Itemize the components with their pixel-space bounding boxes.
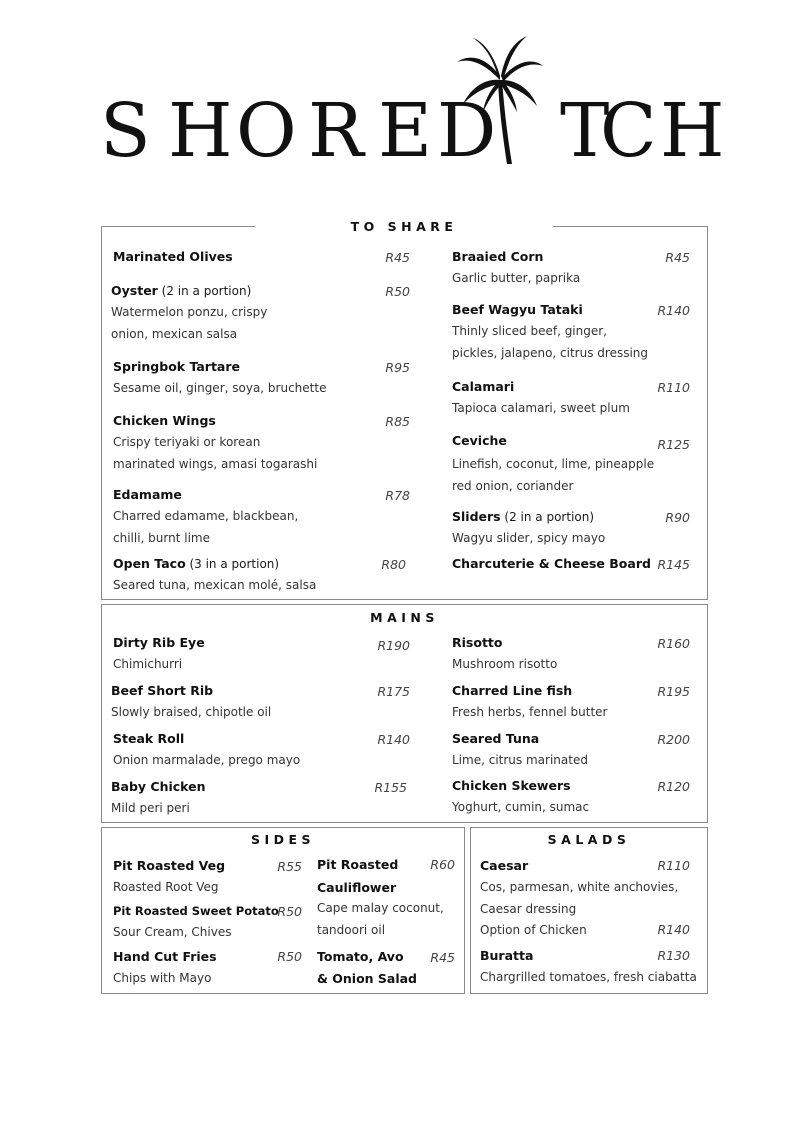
logo-letter: E bbox=[378, 88, 433, 174]
item-price: R78 bbox=[385, 488, 410, 503]
item-name: Chicken Skewers bbox=[452, 778, 571, 793]
item-name: Oyster bbox=[111, 283, 158, 298]
item-description: Watermelon ponzu, crispy bbox=[111, 305, 268, 319]
item-description: Chimichurri bbox=[113, 657, 183, 671]
item-name: Seared Tuna bbox=[452, 731, 540, 746]
item-name: Buratta bbox=[480, 948, 534, 963]
item-price: R45 bbox=[665, 250, 690, 265]
item-name: Marinated Olives bbox=[113, 249, 233, 264]
palm-tree-icon bbox=[455, 36, 543, 168]
item-description: Seared tuna, mexican molé, salsa bbox=[113, 578, 317, 592]
item-description: Sesame oil, ginger, soya, bruchette bbox=[113, 381, 327, 395]
item-price: R130 bbox=[657, 948, 690, 963]
item-description: Chips with Mayo bbox=[113, 971, 212, 985]
item-name: Springbok Tartare bbox=[113, 359, 241, 374]
item-name: Braaied Corn bbox=[452, 249, 544, 264]
item-description: Caesar dressing bbox=[480, 901, 577, 916]
item-name: Open Taco bbox=[113, 556, 186, 571]
item-name: Beef Wagyu Tataki bbox=[452, 302, 583, 317]
item-price: R120 bbox=[657, 779, 690, 794]
logo-letter: H bbox=[168, 88, 233, 174]
item-price: R85 bbox=[385, 414, 410, 429]
item-description: Mushroom risotto bbox=[452, 657, 558, 671]
item-name: Chicken Wings bbox=[113, 413, 216, 428]
item-price: R95 bbox=[385, 360, 410, 375]
item-note: (2 in a portion) bbox=[157, 284, 252, 298]
item-description: Onion marmalade, prego mayo bbox=[113, 753, 301, 767]
item-name: Hand Cut Fries bbox=[113, 949, 217, 964]
item-note: (2 in a portion) bbox=[500, 510, 595, 524]
section-title-salads: SALADS bbox=[547, 832, 631, 847]
item-price: R175 bbox=[377, 684, 410, 699]
item-option: Option of Chicken bbox=[480, 923, 587, 937]
item-price: R110 bbox=[657, 380, 690, 395]
item-price: R80 bbox=[381, 557, 406, 572]
item-description: Lime, citrus marinated bbox=[452, 753, 588, 767]
item-name: & Onion Salad bbox=[317, 971, 418, 986]
item-price: R45 bbox=[430, 950, 455, 965]
item-price: R125 bbox=[657, 437, 690, 452]
item-price: R50 bbox=[277, 949, 302, 964]
item-name: Steak Roll bbox=[113, 731, 185, 746]
item-name: Dirty Rib Eye bbox=[113, 635, 205, 650]
item-price: R195 bbox=[657, 684, 690, 699]
logo-letter: T bbox=[560, 88, 610, 174]
item-name: Pit Roasted Veg bbox=[113, 858, 226, 873]
section-title-mains: MAINS bbox=[370, 610, 439, 625]
item-description: onion, mexican salsa bbox=[111, 326, 238, 341]
section-title-sides: SIDES bbox=[250, 832, 316, 847]
item-price: R90 bbox=[665, 510, 690, 525]
item-name: Pit Roasted Sweet Potato bbox=[113, 904, 279, 918]
item-note: (3 in a portion) bbox=[185, 557, 280, 571]
item-name: Calamari bbox=[452, 379, 515, 394]
item-description: Cos, parmesan, white anchovies, bbox=[480, 880, 679, 894]
item-description: pickles, jalapeno, citrus dressing bbox=[452, 345, 649, 360]
item-price: R200 bbox=[657, 732, 690, 747]
item-name: Beef Short Rib bbox=[111, 683, 214, 698]
item-description: Mild peri peri bbox=[111, 801, 190, 815]
item-description: marinated wings, amasi togarashi bbox=[113, 456, 318, 471]
item-description: Charred edamame, blackbean, bbox=[113, 509, 299, 523]
logo-letter: C bbox=[600, 88, 657, 174]
item-price: R50 bbox=[277, 904, 302, 919]
item-description: Thinly sliced beef, ginger, bbox=[452, 324, 607, 338]
item-price: R140 bbox=[657, 303, 690, 318]
item-price: R50 bbox=[385, 284, 410, 299]
logo-letter: S bbox=[100, 88, 151, 174]
item-description: Fresh herbs, fennel butter bbox=[452, 705, 608, 719]
item-price: R155 bbox=[374, 780, 407, 795]
logo-letter: D bbox=[437, 88, 497, 174]
item-description: Slowly braised, chipotle oil bbox=[111, 705, 272, 719]
item-price: R55 bbox=[277, 859, 302, 874]
logo-letter: H bbox=[660, 88, 725, 174]
item-price: R110 bbox=[657, 858, 690, 873]
item-name: Pit Roasted bbox=[317, 857, 399, 872]
item-price: R45 bbox=[385, 250, 410, 265]
logo-letter: O bbox=[236, 88, 297, 174]
item-name: Cauliflower bbox=[317, 880, 397, 895]
item-description: red onion, coriander bbox=[452, 478, 574, 493]
item-name: Tomato, Avo bbox=[317, 949, 404, 964]
item-description: Tapioca calamari, sweet plum bbox=[452, 401, 630, 415]
item-name: Edamame bbox=[113, 487, 182, 502]
item-description: Garlic butter, paprika bbox=[452, 271, 581, 285]
item-name: Risotto bbox=[452, 635, 503, 650]
item-description: Cape malay coconut, bbox=[317, 901, 444, 915]
item-name: Sliders bbox=[452, 509, 501, 524]
logo-letter: R bbox=[308, 88, 364, 174]
item-description: Chargrilled tomatoes, fresh ciabatta bbox=[480, 970, 697, 984]
brand-logo bbox=[0, 88, 806, 174]
section-title-to-share: TO SHARE bbox=[255, 219, 553, 234]
item-name: Baby Chicken bbox=[111, 779, 206, 794]
item-name: Caesar bbox=[480, 858, 529, 873]
item-price: R190 bbox=[377, 638, 410, 653]
item-description: Linefish, coconut, lime, pineapple bbox=[452, 457, 655, 471]
item-name: Ceviche bbox=[452, 433, 507, 448]
item-price: R145 bbox=[657, 557, 690, 572]
item-price: R140 bbox=[377, 732, 410, 747]
item-description: Wagyu slider, spicy mayo bbox=[452, 531, 606, 545]
item-price: R60 bbox=[430, 857, 455, 872]
item-description: Sour Cream, Chives bbox=[113, 925, 232, 939]
item-description: Crispy teriyaki or korean bbox=[113, 435, 261, 449]
item-description: tandoori oil bbox=[317, 922, 386, 937]
item-description: chilli, burnt lime bbox=[113, 530, 210, 545]
item-price: R160 bbox=[657, 636, 690, 651]
item-option-price: R140 bbox=[657, 922, 690, 937]
item-description: Yoghurt, cumin, sumac bbox=[452, 800, 590, 814]
item-name: Charcuterie & Cheese Board bbox=[452, 556, 651, 571]
item-description: Roasted Root Veg bbox=[113, 880, 219, 894]
item-name: Charred Line fish bbox=[452, 683, 573, 698]
